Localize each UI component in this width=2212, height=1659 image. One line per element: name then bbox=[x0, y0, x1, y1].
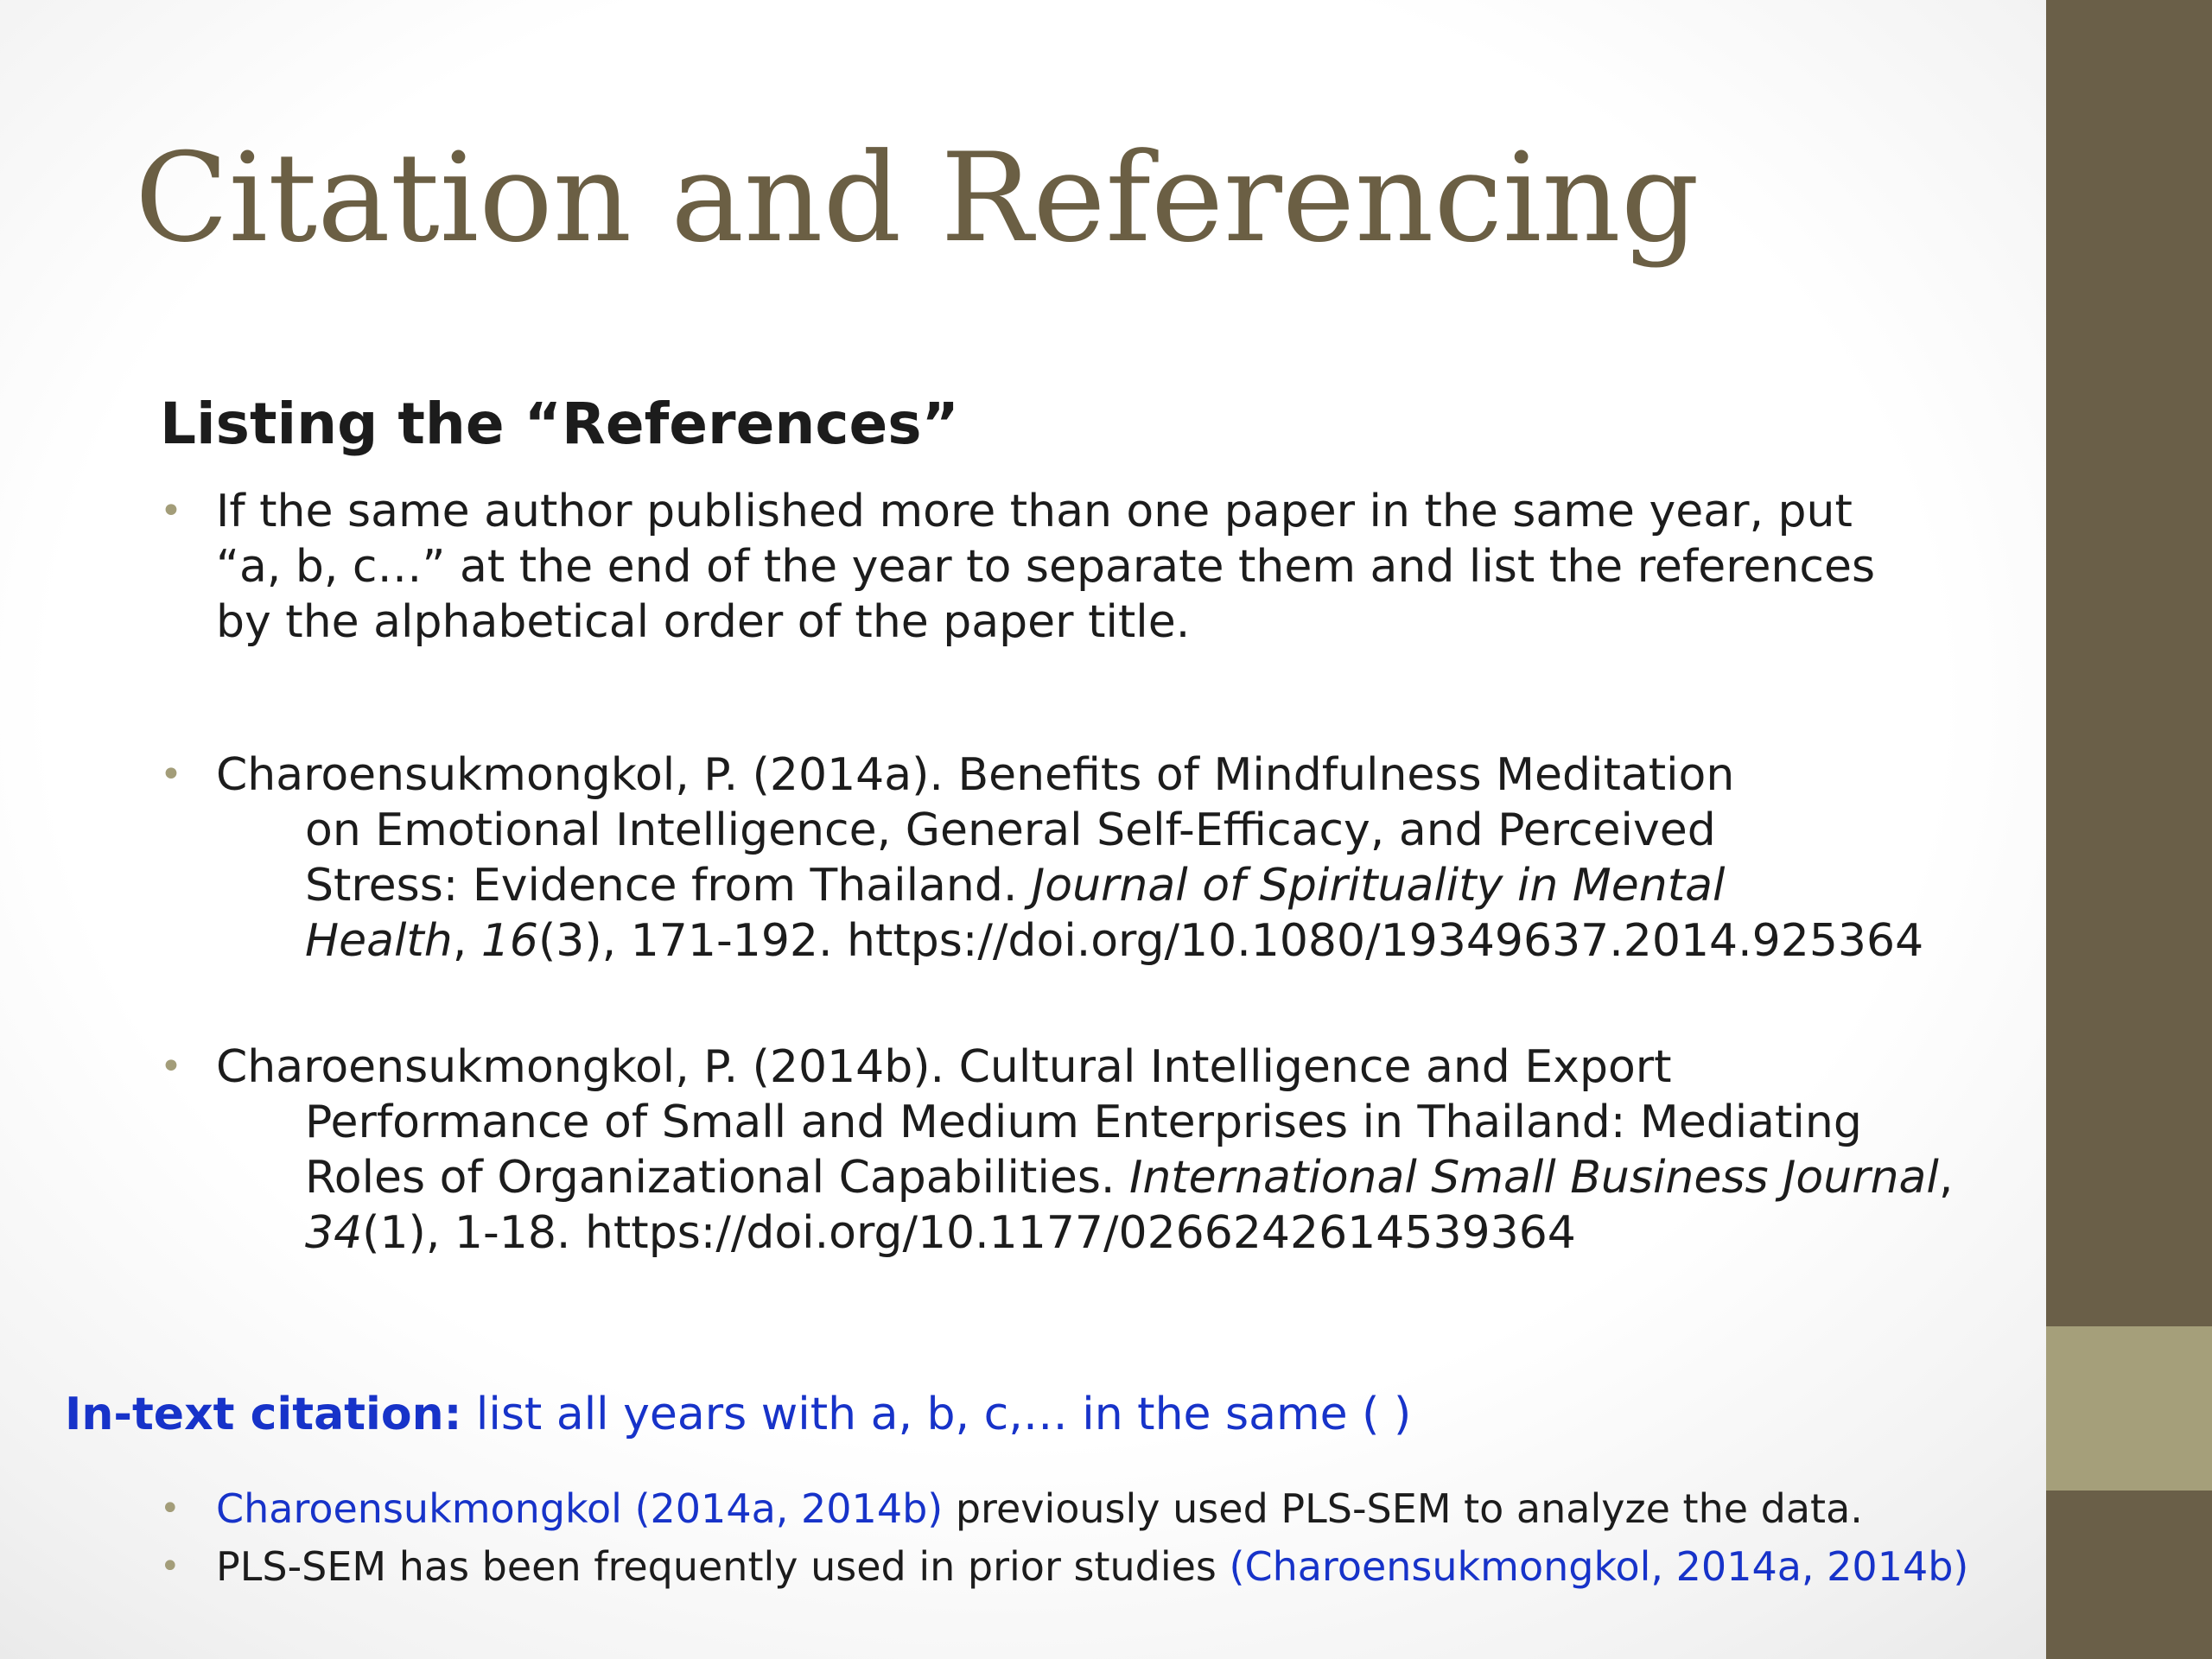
example-sentence: PLS-SEM has been frequently used in prior studies bbox=[216, 1543, 1230, 1590]
journal-name: Journal of Spirituality in Mental bbox=[1031, 860, 1726, 912]
bullet-icon: • bbox=[160, 753, 182, 797]
reference-doi: (1), 1-18. https://doi.org/10.1177/0266242614539364 bbox=[362, 1207, 1576, 1259]
reference-line bbox=[216, 1205, 1970, 1261]
separator: , bbox=[1938, 1152, 1954, 1204]
rule-line: by the alphabetical order of the paper title. bbox=[216, 596, 1191, 648]
reference-line bbox=[216, 858, 1970, 913]
intext-label: In-text citation: bbox=[65, 1389, 462, 1440]
narrative-citation: Charoensukmongkol (2014a, 2014b) bbox=[216, 1485, 944, 1532]
example-text-1 bbox=[216, 1483, 1970, 1535]
reference-line: Charoensukmongkol, P. (2014a). Benefits of Mindfulness Meditation bbox=[216, 749, 1735, 801]
example-sentence: previously used PLS-SEM to analyze the data. bbox=[943, 1485, 1863, 1532]
rule-line: “a, b, c…” at the end of the year to separate them and list the references bbox=[216, 541, 1876, 593]
reference-text-a bbox=[216, 747, 1970, 969]
side-accent-block bbox=[2046, 1326, 2212, 1491]
reference-title-part: Roles of Organizational Capabilities. bbox=[305, 1152, 1129, 1204]
reference-line bbox=[216, 1150, 1970, 1205]
separator: , bbox=[452, 915, 481, 967]
reference-line: Charoensukmongkol, P. (2014b). Cultural Intelligence and Export bbox=[216, 1041, 1672, 1093]
rule-line: If the same author published more than one paper in the same year, put bbox=[216, 486, 1853, 537]
bullet-icon: • bbox=[160, 1489, 181, 1529]
rule-text bbox=[216, 484, 1970, 650]
reference-line: on Emotional Intelligence, General Self-Efficacy, and Perceived bbox=[305, 804, 1716, 856]
reference-title-part: Stress: Evidence from Thailand. bbox=[305, 860, 1032, 912]
parenthetical-citation: (Charoensukmongkol, 2014a, 2014b) bbox=[1229, 1543, 1969, 1590]
reference-doi: (3), 171-192. https://doi.org/10.1080/19349637.2014.925364 bbox=[538, 915, 1924, 967]
journal-name: Health bbox=[305, 915, 453, 967]
slide-title: Citation and Referencing bbox=[135, 127, 1700, 270]
bullet-icon: • bbox=[160, 489, 182, 533]
journal-name: International Small Business Journal bbox=[1128, 1152, 1939, 1204]
intext-citation-heading bbox=[65, 1387, 1411, 1442]
intext-description: list all years with a, b, c,… in the same ( ) bbox=[461, 1389, 1412, 1440]
section-heading: Listing the “References” bbox=[160, 391, 959, 457]
bullet-icon: • bbox=[160, 1547, 181, 1586]
journal-volume: 34 bbox=[305, 1207, 363, 1259]
bullet-icon: • bbox=[160, 1045, 182, 1089]
example-text-2 bbox=[216, 1541, 1970, 1592]
journal-volume: 16 bbox=[480, 915, 538, 967]
reference-text-b bbox=[216, 1039, 1970, 1261]
reference-line bbox=[216, 913, 1970, 969]
reference-line: Performance of Small and Medium Enterprises in Thailand: Mediating bbox=[305, 1096, 1862, 1148]
